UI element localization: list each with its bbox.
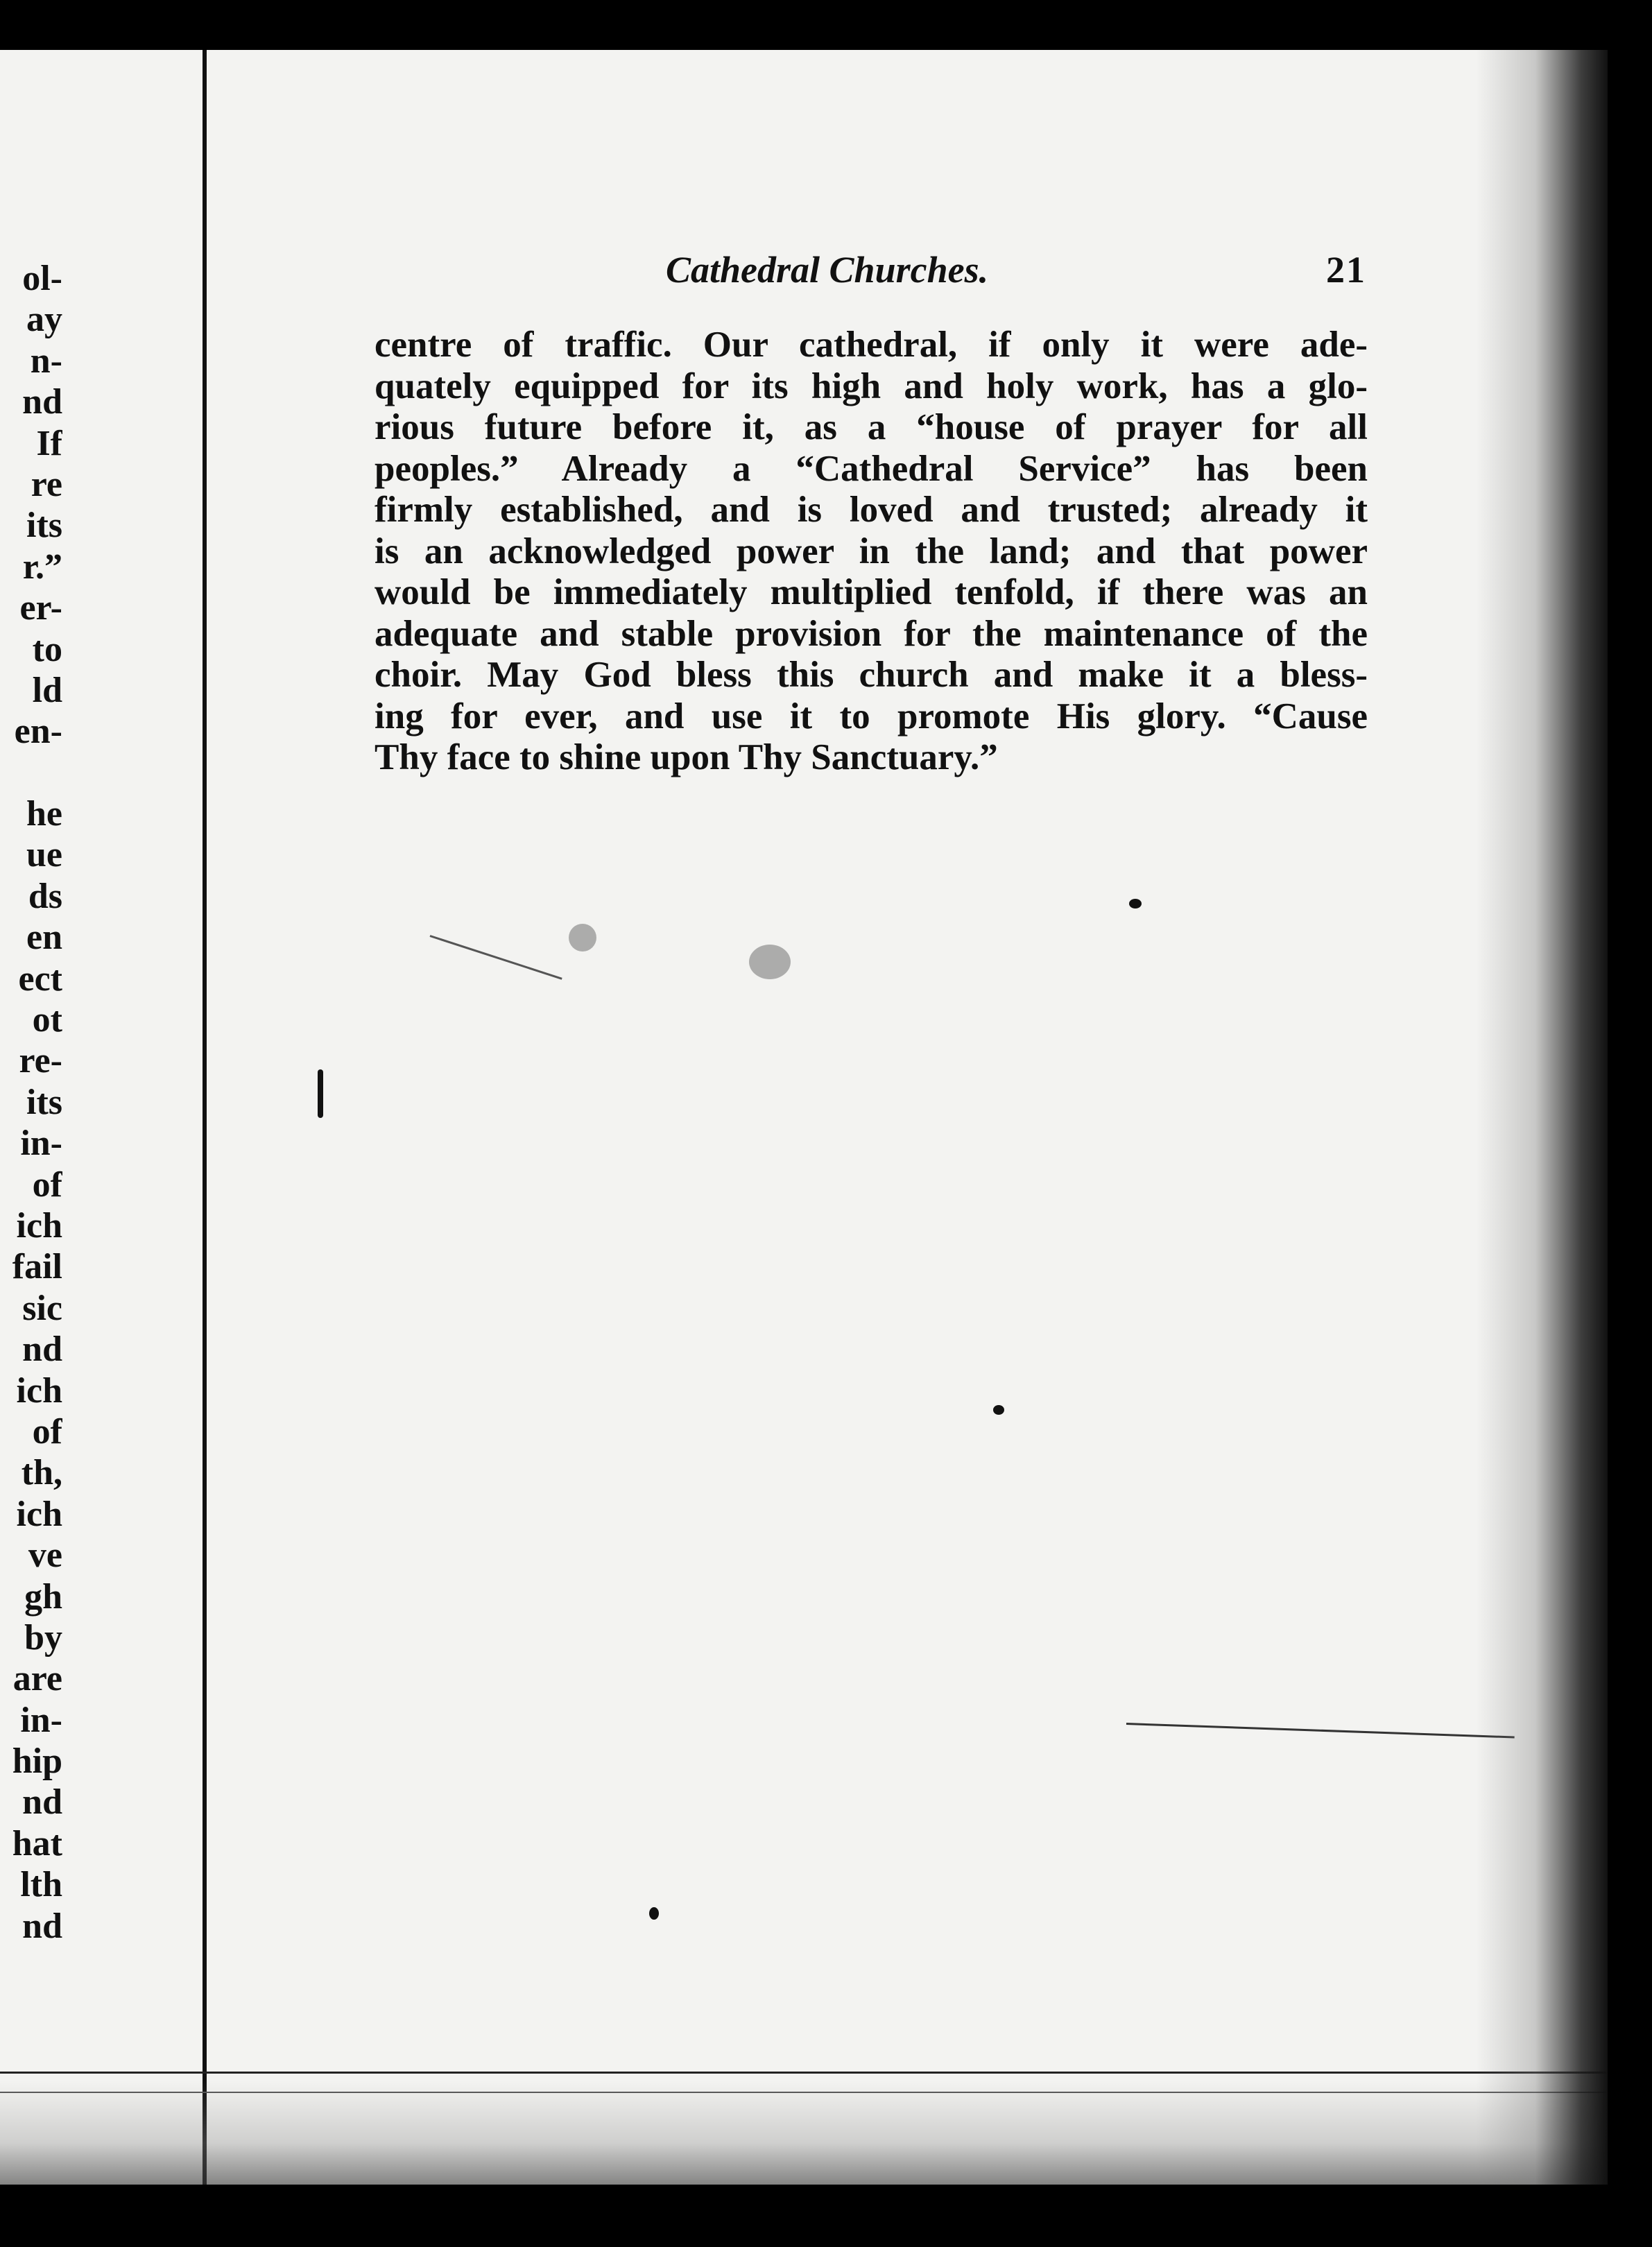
body-paragraph	[375, 325, 1368, 779]
fragment: sic	[22, 1288, 62, 1328]
fragment: its	[26, 506, 62, 546]
fragment: its	[26, 1082, 62, 1122]
gutter-rule	[203, 50, 207, 2185]
fragment: n-	[30, 341, 62, 381]
fragment: of	[32, 1411, 62, 1452]
fragment: ich	[16, 1205, 62, 1246]
book-page	[0, 50, 1608, 2185]
scan-speck	[749, 945, 791, 979]
text-line: peoples.” Already a “Cathedral Service” has been	[375, 448, 1368, 489]
fragment: fail	[12, 1247, 62, 1287]
fragment: ect	[18, 958, 62, 999]
fragment: If	[36, 423, 62, 463]
fragment	[0, 752, 62, 793]
bottom-edge-shadow	[0, 2081, 1608, 2185]
fragment: ds	[28, 876, 62, 916]
bottom-rule	[0, 2072, 1608, 2074]
fragment: gh	[24, 1576, 62, 1617]
fragment: ue	[26, 835, 62, 875]
scan-speck	[318, 1069, 323, 1118]
fragment: by	[24, 1617, 62, 1658]
scan-speck	[1129, 899, 1142, 909]
fragment: are	[12, 1659, 62, 1699]
scan-speck	[993, 1405, 1004, 1415]
fragment: re	[31, 464, 62, 504]
fragment: er-	[19, 588, 62, 628]
text-line: ing for ever, and use it to promote His glory. “Cause	[375, 696, 1368, 737]
fragment: ich	[16, 1370, 62, 1411]
fragment: in-	[20, 1124, 62, 1164]
fragment: r.”	[22, 546, 62, 587]
fragment: en-	[14, 712, 62, 752]
scan-speck	[430, 935, 562, 980]
fragment: in-	[20, 1700, 62, 1740]
fragment: th,	[21, 1453, 62, 1493]
fragment: hip	[12, 1741, 62, 1782]
fragment: to	[32, 629, 62, 669]
fragment: ich	[16, 1494, 62, 1534]
fragment: nd	[22, 1906, 62, 1946]
running-title: Cathedral Churches.	[666, 249, 989, 291]
fragment: ve	[28, 1535, 62, 1576]
fragment: ot	[32, 1000, 62, 1040]
text-line: centre of traffic. Our cathedral, if only it were ade-	[375, 325, 1368, 365]
fragment: en	[26, 918, 62, 958]
fragment: lth	[20, 1865, 62, 1905]
fragment: re-	[19, 1041, 62, 1081]
text-line: is an acknowledged power in the land; and that power	[375, 531, 1368, 571]
text-line: rious future before it, as a “house of prayer for all	[375, 407, 1368, 447]
fragment: of	[32, 1164, 62, 1205]
right-edge-shadow	[1476, 50, 1608, 2185]
fragment: hat	[12, 1823, 62, 1863]
text-line: firmly established, and is loved and trusted; already it	[375, 490, 1368, 530]
text-line: quately equipped for its high and holy work, has a glo-	[375, 365, 1368, 406]
fragment: he	[26, 794, 62, 834]
scan-speck	[1126, 1723, 1515, 1739]
scan-speck	[649, 1907, 659, 1920]
scan-speck	[569, 924, 596, 952]
text-line: would be immediately multiplied tenfold, if there was an	[375, 572, 1368, 612]
fragment: nd	[22, 382, 62, 422]
text-line: adequate and stable provision for the maintenance of the	[375, 613, 1368, 654]
fragment: ol-	[22, 259, 62, 298]
page-number: 21	[1326, 249, 1366, 291]
text-line: Thy face to shine upon Thy Sanctuary.”	[375, 737, 998, 777]
fragment: nd	[22, 1329, 62, 1370]
fragment: ay	[26, 300, 62, 340]
text-line: choir. May God bless this church and make it a bless-	[375, 655, 1368, 695]
fragment: nd	[22, 1782, 62, 1823]
fragment: ld	[32, 670, 62, 710]
previous-page-edge-text	[0, 258, 62, 1947]
